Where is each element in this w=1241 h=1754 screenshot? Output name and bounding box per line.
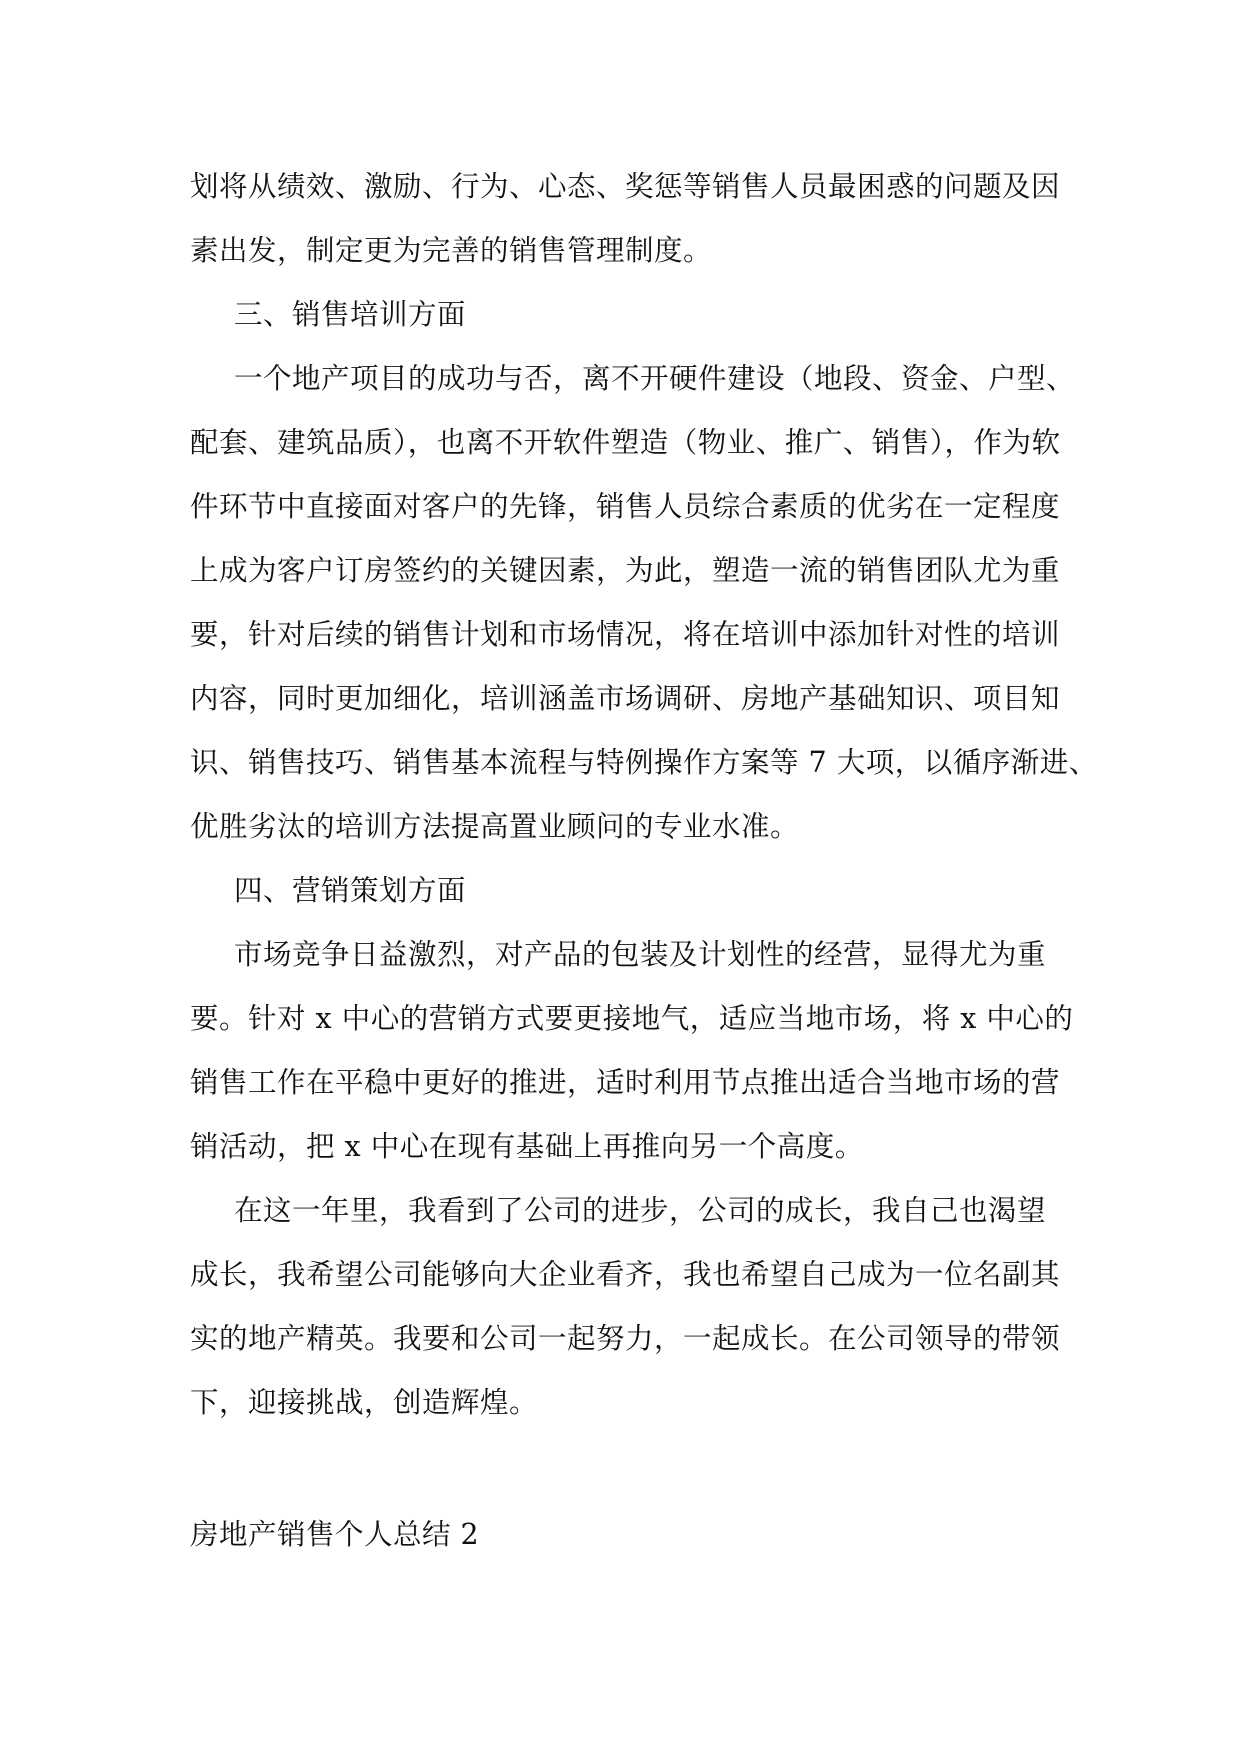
text-line: 要，针对后续的销售计划和市场情况，将在培训中添加针对性的培训 <box>190 618 1061 651</box>
text-line: 素出发，制定更为完善的销售管理制度。 <box>190 234 713 267</box>
text-line: 销活动，把 x 中心在现有基础上再推向另一个高度。 <box>190 1130 864 1163</box>
text-line: 一个地产项目的成功与否，离不开硬件建设（地段、资金、户型、 <box>234 362 1076 395</box>
document-body <box>190 155 1098 1567</box>
text-line: 要。针对 x 中心的营销方式要更接地气，适应当地市场，将 x 中心的 <box>190 1002 1074 1035</box>
next-section-title: 房地产销售个人总结 2 <box>190 1518 480 1551</box>
section-heading: 三、销售培训方面 <box>234 298 467 331</box>
text-line: 划将从绩效、激励、行为、心态、奖惩等销售人员最困惑的问题及因 <box>190 170 1061 203</box>
text-line: 件环节中直接面对客户的先锋，销售人员综合素质的优劣在一定程度 <box>190 490 1061 523</box>
text-line: 销售工作在平稳中更好的推进，适时利用节点推出适合当地市场的营 <box>190 1066 1061 1099</box>
text-line: 配套、建筑品质），也离不开软件塑造（物业、推广、销售），作为软 <box>190 426 1061 459</box>
section-heading: 四、营销策划方面 <box>234 874 467 907</box>
text-line: 优胜劣汰的培训方法提高置业顾问的专业水准。 <box>190 810 800 843</box>
text-line: 识、销售技巧、销售基本流程与特例操作方案等 7 大项，以循序渐进、 <box>190 746 1098 779</box>
text-line: 在这一年里，我看到了公司的进步，公司的成长，我自己也渴望 <box>234 1194 1047 1227</box>
spacer <box>190 1435 1070 1503</box>
text-line: 下，迎接挑战，创造辉煌。 <box>190 1386 539 1419</box>
text-line: 成长，我希望公司能够向大企业看齐，我也希望自己成为一位名副其 <box>190 1258 1061 1291</box>
text-line: 上成为客户订房签约的关键因素，为此，塑造一流的销售团队尤为重 <box>190 554 1061 587</box>
text-line: 实的地产精英。我要和公司一起努力，一起成长。在公司领导的带领 <box>190 1322 1061 1355</box>
text-line: 市场竞争日益激烈，对产品的包装及计划性的经营，显得尤为重 <box>234 938 1047 971</box>
text-line: 内容，同时更加细化，培训涵盖市场调研、房地产基础知识、项目知 <box>190 682 1061 715</box>
